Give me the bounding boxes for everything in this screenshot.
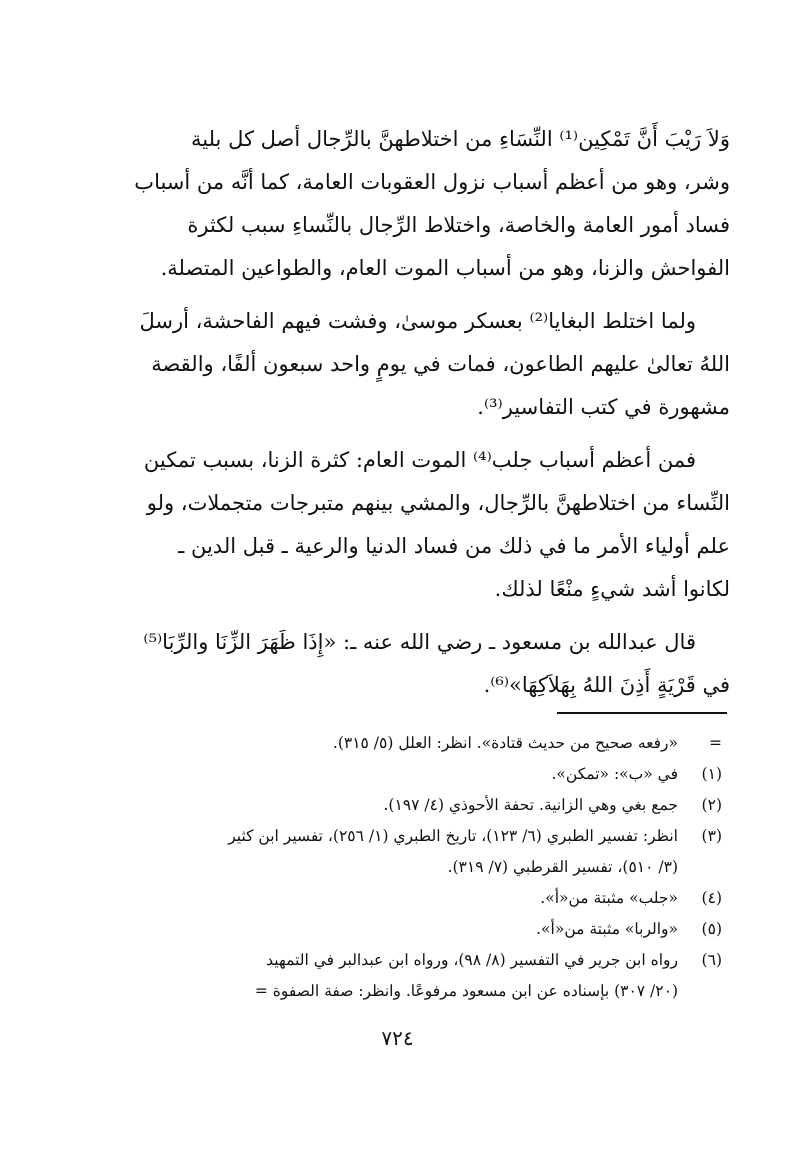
text-line: علم أولياء الأمر ما في ذلك من فساد الدنيا والرعية ـ قبل الدين ـ	[178, 534, 730, 558]
footnote-line: (٢٠/ ٣٠٧) بإسناده عن ابن مسعود مرفوعًا. وانظر: صفة الصفوة =	[254, 982, 678, 1000]
paragraph-3	[80, 439, 730, 611]
text-line: في قَرْيَةٍ أَذِنَ اللهُ بِهَلاَكِهَا»⁽⁶⁾.	[483, 673, 730, 697]
text-line: وَلاَ رَيْبَ أَنَّ تَمْكِين⁽¹⁾ النِّسَاءِ من اختلاطهنَّ بالرِّجال أصل كل بلية	[191, 127, 730, 151]
footnote-separator	[557, 712, 727, 714]
footnote-mark: (٢)	[701, 796, 722, 814]
text-line: الفواحش والزنا، وهو من أسباب الموت العام، والطواعين المتصلة.	[160, 256, 730, 280]
footnote-mark: =	[709, 734, 722, 752]
text-line: فساد أمور العامة والخاصة، واختلاط الرِّجال بالنِّساءِ سبب لكثرة	[187, 213, 730, 237]
footnote-mark: (٦)	[701, 951, 722, 969]
footnote-line: رواه ابن جرير في التفسير (٨/ ٩٨)، ورواه ابن عبدالبر في التمهيد	[266, 951, 678, 969]
footnote-line: «والربا» مثبتة من«أ».	[536, 920, 678, 938]
paragraph-4	[80, 621, 730, 707]
text-line: النِّساء من اختلاطهنَّ بالرِّجال، والمشي بينهم متبرجات متجملات، ولو	[146, 491, 730, 515]
footnote-2	[78, 790, 728, 821]
page-number: ٧٢٤	[381, 1026, 414, 1050]
footnote-line: «جلب» مثبتة من«أ».	[540, 889, 678, 907]
footnote-continuation	[78, 728, 728, 759]
footnote-line: «رفعه صحيح من حديث قتادة». انظر: العلل (٥/ ٣١٥).	[332, 734, 678, 752]
paragraph-2	[80, 300, 730, 429]
text-line: ولما اختلط البغايا⁽²⁾ بعسكر موسىٰ، وفشت فيهم الفاحشة، أرسلَ	[139, 309, 696, 333]
text-line: فمن أعظم أسباب جلب⁽⁴⁾ الموت العام: كثرة الزنا، بسبب تمكين	[143, 448, 696, 472]
footnote-line: في «ب»: «تمكن».	[551, 765, 678, 783]
text-line: اللهُ تعالىٰ عليهم الطاعون، فمات في يومٍ واحد سبعون ألفًا، والقصة	[151, 352, 730, 376]
footnote-mark: (٣)	[701, 827, 722, 845]
footnote-1	[78, 759, 728, 790]
footnote-line: جمع بغي وهي الزانية. تحفة الأحوذي (٤/ ١٩٧).	[383, 796, 678, 814]
footnote-3	[78, 821, 728, 883]
footnote-6	[78, 945, 728, 1007]
text-line: وشر، وهو من أعظم أسباب نزول العقوبات العامة، كما أنَّه من أسباب	[134, 170, 730, 194]
footnote-line: (٣/ ٥١٠)، تفسير القرطبي (٧/ ٣١٩).	[447, 858, 678, 876]
footnote-mark: (٥)	[701, 920, 722, 938]
text-line: مشهورة في كتب التفاسير⁽³⁾.	[477, 395, 730, 419]
main-text	[80, 118, 730, 717]
text-line: لكانوا أشد شيءٍ منْعًا لذلك.	[494, 577, 730, 601]
footnote-line: انظر: تفسير الطبري (٦/ ١٢٣)، تاريخ الطبري (١/ ٢٥٦)، تفسير ابن كثير	[228, 827, 678, 845]
paragraph-1	[80, 118, 730, 290]
footnote-5	[78, 914, 728, 945]
footnotes	[78, 728, 728, 1007]
footnote-mark: (٤)	[701, 889, 722, 907]
footnote-mark: (١)	[701, 765, 722, 783]
text-line: قال عبدالله بن مسعود ـ رضي الله عنه ـ: «إِذَا ظَهَرَ الزِّنَا والرِّبَا⁽⁵⁾	[143, 630, 696, 654]
footnote-4	[78, 883, 728, 914]
